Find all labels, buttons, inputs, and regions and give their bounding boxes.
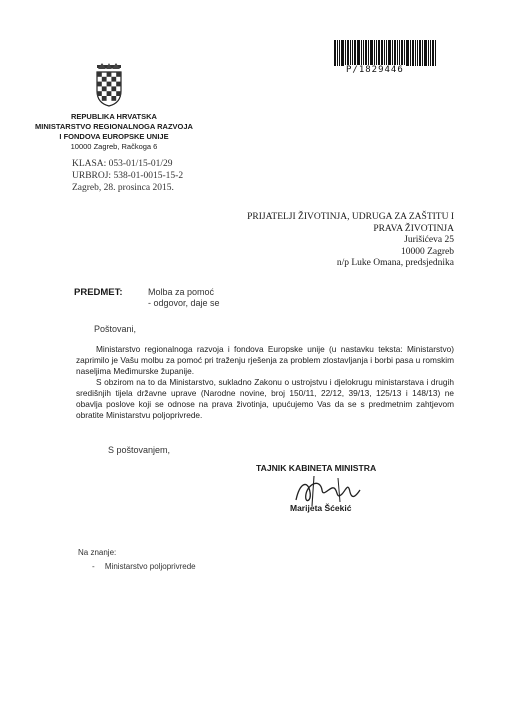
klasa: KLASA: 053-01/15-01/29 <box>72 159 173 169</box>
reference-block <box>72 158 183 194</box>
cc-item-label: Ministarstvo poljoprivrede <box>104 562 196 571</box>
subject-line1: Molba za pomoć <box>148 287 215 297</box>
cc-bullet: - <box>92 562 95 571</box>
recipient-address <box>247 212 454 270</box>
closing: S poštovanjem, <box>108 445 171 455</box>
letter-body <box>76 344 454 421</box>
ministry-header <box>34 112 194 152</box>
body-paragraph-1: Ministarstvo regionalnoga razvoja i fondova Europske unije (u nastavku teksta: Ministarstvo) zaprimilo je Vašu molbu za pomoć pri traženju rješenja za problem zlostavljanja i borbi pasa u romskim naseljima Međimurske županije. <box>76 344 454 376</box>
subject-line2: - odgovor, daje se <box>148 298 220 308</box>
signature-name: Marijeta Šćekić <box>290 503 352 513</box>
subject-label: PREDMET: <box>74 287 123 298</box>
country-name: REPUBLIKA HRVATSKA <box>71 112 157 121</box>
barcode-bars <box>334 40 446 66</box>
recipient-line4: 10000 Zagreb <box>400 246 454 257</box>
recipient-line2: PRAVA ŽIVOTINJA <box>373 223 454 234</box>
greeting: Poštovani, <box>94 324 137 334</box>
subject-text <box>148 287 220 309</box>
barcode <box>334 40 446 80</box>
recipient-line5: n/p Luke Omana, predsjednika <box>336 258 454 268</box>
ministry-name-line1: MINISTARSTVO REGIONALNOGA RAZVOJA <box>35 122 193 131</box>
recipient-line1: PRIJATELJI ŽIVOTINJA, UDRUGA ZA ZAŠTITU I <box>247 212 454 222</box>
barcode-number: P/1829446 <box>346 65 404 75</box>
cc-item <box>92 562 196 571</box>
ministry-address: 10000 Zagreb, Račkoga 6 <box>70 142 158 151</box>
ministry-name-line2: I FONDOVA EUROPSKE UNIJE <box>59 132 169 141</box>
recipient-line3: Jurišićeva 25 <box>404 235 454 245</box>
body-paragraph-2: S obzirom na to da Ministarstvo, sukladno Zakonu o ustrojstvu i djelokrugu ministarstava i drugih središnjih tijela državne uprave (Narodne novine, broj 150/11, 22/12, 39/13, 125/13 i 148/13) ne obavlja poslove koji se odnose na prava životinja, upućujemo Vas da se s predmetnim zahtjevom obratite Ministarstvu poljoprivrede. <box>76 377 454 420</box>
letter-date: Zagreb, 28. prosinca 2015. <box>72 183 174 193</box>
cc-label: Na znanje: <box>78 548 117 557</box>
coat-of-arms-icon <box>94 63 124 107</box>
signature-title: TAJNIK KABINETA MINISTRA <box>256 463 377 473</box>
urbroj: URBROJ: 538-01-0015-15-2 <box>72 171 184 181</box>
